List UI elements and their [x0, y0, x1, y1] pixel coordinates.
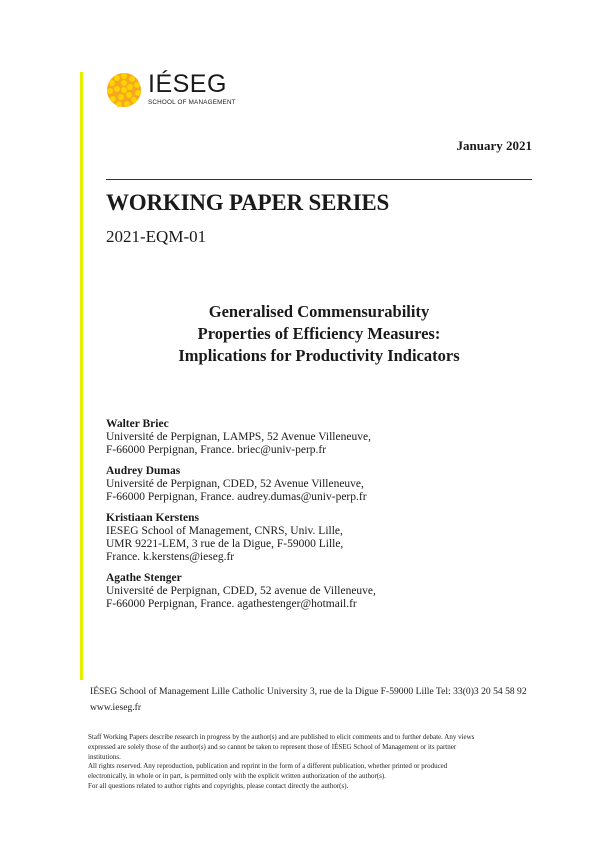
disclaimer-line: For all questions related to author rights and copyrights, please contact directly the author(s).: [88, 781, 349, 790]
author-name: Audrey Dumas: [106, 465, 181, 477]
publication-date: January 2021: [456, 138, 532, 153]
disclaimer-line: electronically, in whole or in part, is permitted only with the explicit written authorization of the author(s).: [88, 772, 386, 781]
ieseg-logo: [104, 70, 234, 110]
author-block: [106, 512, 536, 564]
affiliation-line: F-66000 Perpignan, France. audrey.dumas@univ-perp.fr: [106, 491, 367, 503]
affiliation-line: F-66000 Perpignan, France. agathestenger@hotmail.fr: [106, 598, 357, 610]
logo-subtitle: SCHOOL OF MANAGEMENT: [148, 99, 236, 106]
affiliation-line: IESEG School of Management, CNRS, Univ. Lille,: [106, 525, 343, 537]
disclaimer: [88, 733, 558, 792]
disclaimer-line: All rights reserved. Any reproduction, publication and reprint in the form of a different publication, whether printed or produced: [88, 762, 448, 771]
accent-bar: [80, 72, 83, 680]
school-address: IÉSEG School of Management Lille Catholic University 3, rue de la Digue F-59000 Lille Tel: 33(0)3 20 54 58 92: [90, 686, 527, 697]
affiliation-line: Université de Perpignan, CDED, 52 avenue de Villeneuve,: [106, 585, 376, 597]
author-affiliation: [106, 525, 536, 564]
disclaimer-line: Staff Working Papers describe research in progress by the author(s) and are published to elicit comments and to further debate. Any views: [88, 733, 475, 741]
header-divider: [106, 179, 532, 180]
affiliation-line: Université de Perpignan, LAMPS, 52 Avenue Villeneuve,: [106, 431, 371, 443]
paper-title-line: Generalised Commensurability: [208, 302, 430, 321]
author-name: Kristiaan Kerstens: [106, 512, 199, 524]
paper-title-line: Properties of Efficiency Measures:: [197, 324, 441, 343]
author-name: Agathe Stenger: [106, 572, 182, 584]
author-affiliation: [106, 585, 536, 611]
logo-wordmark: IÉSEG: [148, 70, 227, 98]
author-block: [106, 465, 536, 504]
series-code: 2021-EQM-01: [106, 227, 207, 246]
school-address-block: [90, 684, 527, 716]
affiliation-line: F-66000 Perpignan, France. briec@univ-perp.fr: [106, 444, 327, 456]
author-block: [106, 572, 536, 611]
series-title: WORKING PAPER SERIES: [106, 190, 390, 215]
paper-title-line: Implications for Productivity Indicators: [178, 346, 460, 365]
author-list: [106, 418, 536, 619]
paper-title: [106, 301, 532, 367]
affiliation-line: Université de Perpignan, CDED, 52 Avenue Villeneuve,: [106, 478, 364, 490]
school-website: www.ieseg.fr: [90, 702, 142, 713]
disclaimer-line: expressed are solely those of the author(s) and so cannot be taken to represent those of IÉSEG School of Management or its partner: [88, 742, 457, 751]
author-block: [106, 418, 536, 457]
author-affiliation: [106, 431, 536, 457]
author-name: Walter Briec: [106, 418, 169, 430]
affiliation-line: France. k.kerstens@ieseg.fr: [106, 551, 235, 563]
disclaimer-line: institutions.: [88, 752, 121, 761]
logo-circle-icon: [104, 70, 144, 110]
affiliation-line: UMR 9221-LEM, 3 rue de la Digue, F-59000 Lille,: [106, 538, 344, 550]
author-affiliation: [106, 478, 536, 504]
